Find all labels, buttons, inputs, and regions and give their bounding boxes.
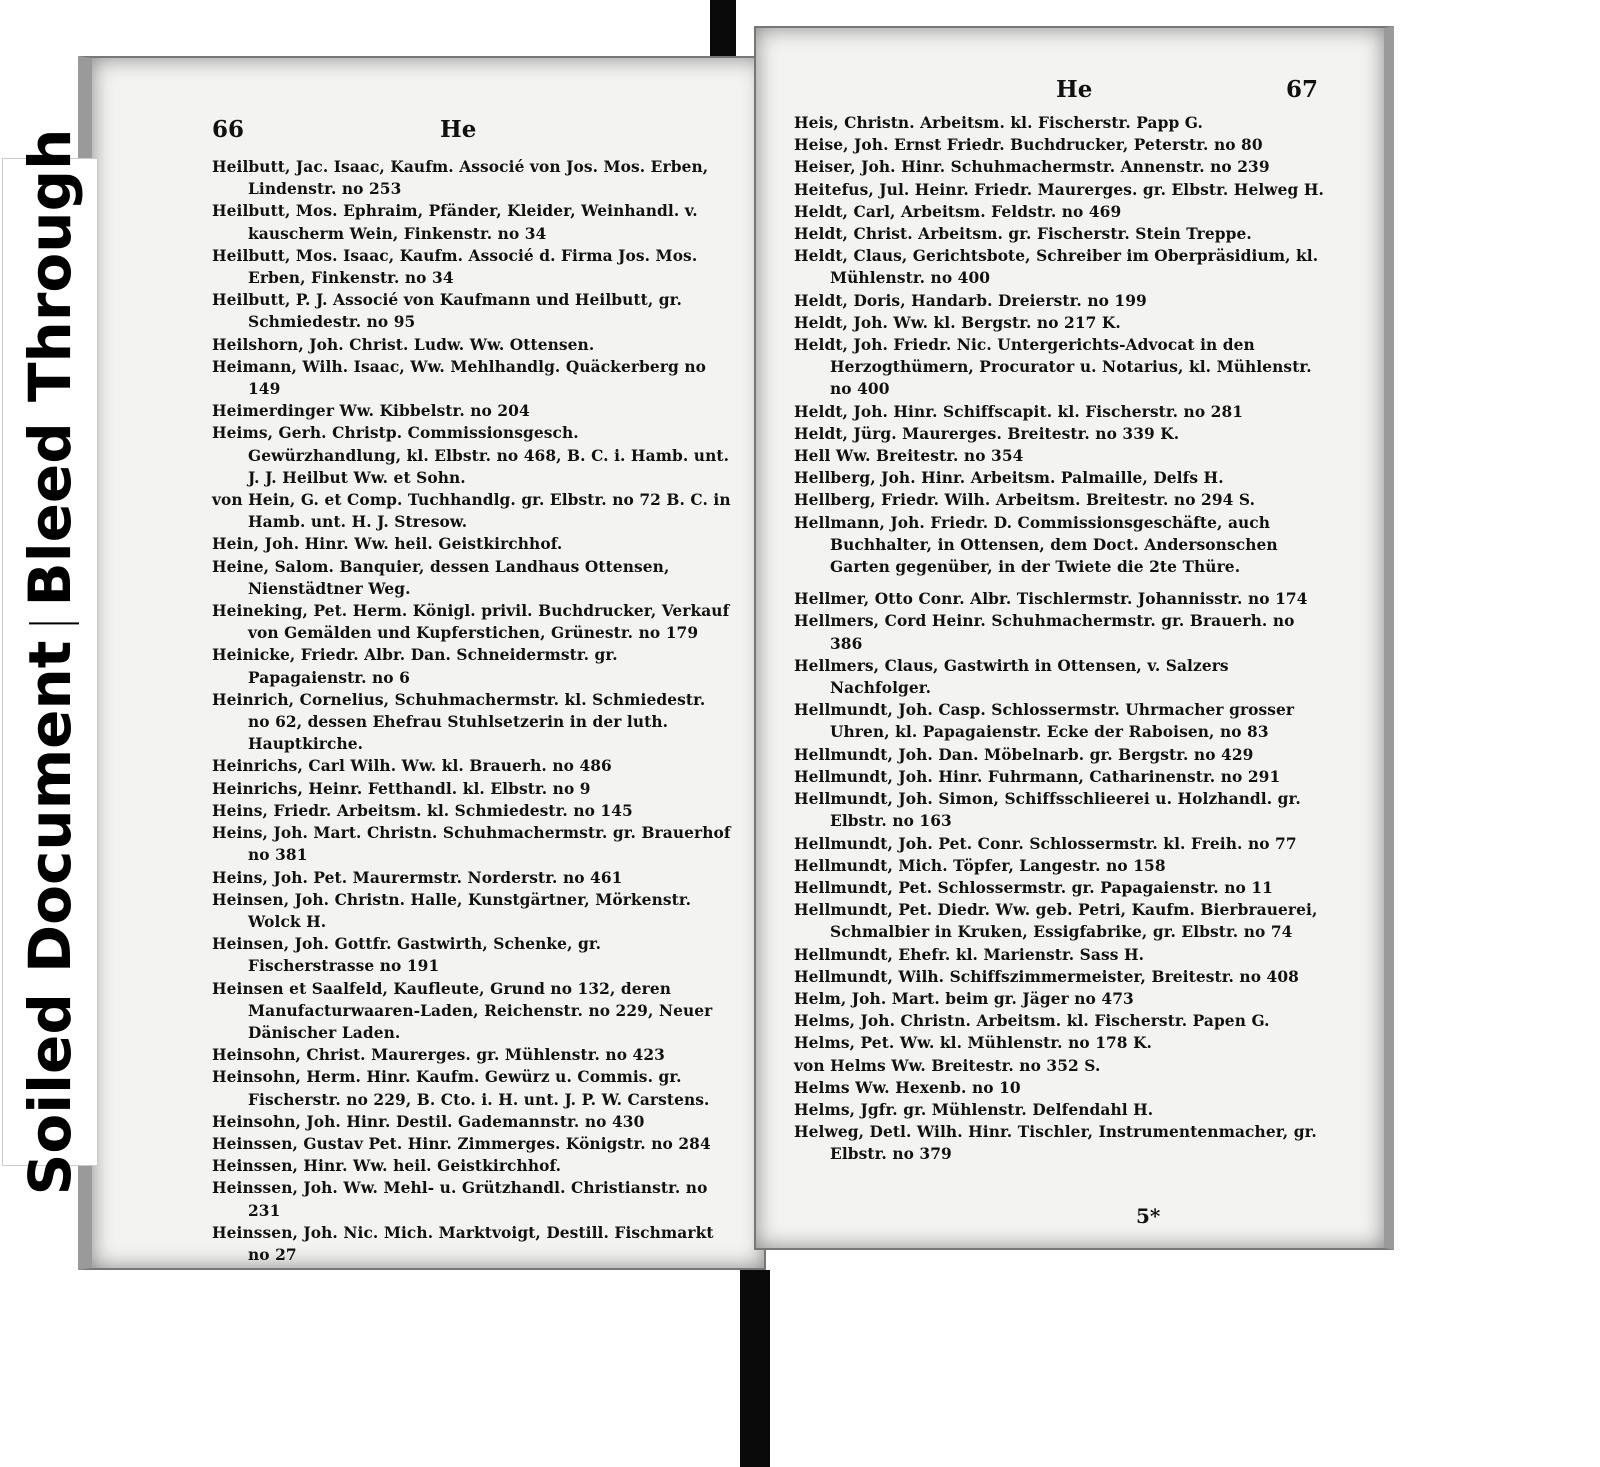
directory-entry: Heilbutt, Mos. Isaac, Kaufm. Associé d. Firma Jos. Mos. Erben, Finkenstr. no 34: [212, 246, 698, 288]
directory-entry: Hellmundt, Joh. Pet. Conr. Schlossermstr. kl. Freih. no 77: [794, 834, 1297, 853]
directory-entry: Hellberg, Friedr. Wilh. Arbeitsm. Breitestr. no 294 S.: [794, 491, 1256, 510]
directory-entry: Heinrich, Cornelius, Schuhmachermstr. kl. Schmiedestr. no 62, dessen Ehefrau Stuhlsetzerin in der luth. Hauptkirche.: [212, 690, 706, 754]
directory-entry: Hellmers, Cord Heinr. Schuhmachermstr. gr. Brauerh. no 386: [794, 612, 1295, 653]
directory-entry: Heinsen et Saalfeld, Kaufleute, Grund no 132, deren Manufacturwaaren-Laden, Reichenstr. no 229, Neuer Dänischer Laden.: [212, 979, 713, 1042]
directory-entry: Heldt, Christ. Arbeitsm. gr. Fischerstr. Stein Treppe.: [794, 225, 1252, 244]
directory-entry: Helweg, Detl. Wilh. Hinr. Tischler, Instrumentenmacher, gr. Elbstr. no 379: [794, 1123, 1317, 1164]
directory-entry: Heinsen, Joh. Christn. Halle, Kunstgärtner, Mörkenstr. Wolck H.: [212, 890, 692, 931]
directory-entry: Heinssen, Gustav Pet. Hinr. Zimmerges. Königstr. no 284: [212, 1134, 711, 1153]
directory-entry: Heldt, Joh. Friedr. Nic. Untergerichts-Advocat in den Herzogthümern, Procurator u. Notarius, kl. Mühlenstr. no 400: [794, 336, 1312, 399]
directory-entry: Hellmann, Joh. Friedr. D. Commissionsgeschäfte, auch Buchhalter, in Ottensen, dem Doct. Andersonschen Garten gegenüber, in der Twiete die 2te Thüre.: [794, 513, 1278, 577]
directory-entry: Heilbutt, Mos. Ephraim, Pfänder, Kleider, Weinhandl. v. kauscherm Wein, Finkenstr. no 34: [212, 202, 698, 243]
directory-entry: Heineking, Pet. Herm. Königl. privil. Buchdrucker, Verkauf von Gemälden und Kupferstichen, Grünestr. no 179: [212, 602, 730, 643]
directory-entry: Heiser, Joh. Hinr. Schuhmachermstr. Annenstr. no 239: [794, 158, 1270, 177]
directory-entry: Hellmundt, Joh. Simon, Schiffsschlieerei u. Holzhandl. gr. Elbstr. no 163: [794, 790, 1301, 831]
directory-entry: von Hein, G. et Comp. Tuchhandlg. gr. Elbstr. no 72 B. C. in Hamb. unt. H. J. Stresow.: [212, 491, 731, 532]
directory-entry: Heinssen, Hinr. Ww. heil. Geistkirchhof.: [212, 1157, 562, 1176]
directory-entry: Heis, Christn. Arbeitsm. kl. Fischerstr. Papp G.: [794, 114, 1203, 132]
condition-tab: [2, 128, 98, 1196]
directory-entry: Heldt, Carl, Arbeitsm. Feldstr. no 469: [794, 202, 1122, 221]
directory-entry: Heilbutt, Jac. Isaac, Kaufm. Associé von Jos. Mos. Erben, Lindenstr. no 253: [212, 158, 709, 199]
page-number-right: 67: [1286, 76, 1319, 103]
directory-entry: Helms, Jgfr. gr. Mühlenstr. Delfendahl H.: [794, 1100, 1154, 1119]
directory-entry: Hellmundt, Ehefr. kl. Marienstr. Sass H.: [794, 945, 1145, 964]
directory-entry: Heinicke, Friedr. Albr. Dan. Schneidermstr. gr. Papagaienstr. no 6: [212, 646, 618, 687]
directory-entry: Hellmundt, Mich. Töpfer, Langestr. no 158: [794, 856, 1166, 875]
directory-entry: Hellmer, Otto Conr. Albr. Tischlermstr. Johannisstr. no 174: [794, 590, 1308, 609]
directory-entry: Heldt, Jürg. Maurerges. Breitestr. no 339 K.: [794, 424, 1180, 443]
directory-entry: Hell Ww. Breitestr. no 354: [794, 447, 1024, 466]
directory-entry: Heimerdinger Ww. Kibbelstr. no 204: [212, 402, 530, 421]
directory-entry: Heldt, Joh. Hinr. Schiffscapit. kl. Fischerstr. no 281: [794, 402, 1244, 421]
directory-entry: Hellberg, Joh. Hinr. Arbeitsm. Palmaille, Delfs H.: [794, 469, 1224, 488]
directory-entry: Helms, Joh. Christn. Arbeitsm. kl. Fischerstr. Papen G.: [794, 1012, 1270, 1031]
directory-entry: Heinsohn, Herm. Hinr. Kaufm. Gewürz u. Commis. gr. Fischerstr. no 229, B. Cto. i. H. unt. J. P. W. Carstens.: [212, 1068, 710, 1109]
directory-entry: Hellmundt, Joh. Dan. Möbelnarb. gr. Bergstr. no 429: [794, 745, 1254, 764]
directory-entry: Heldt, Doris, Handarb. Dreierstr. no 199: [794, 291, 1147, 310]
open-book: [78, 26, 1398, 1296]
running-head-right: He: [1056, 76, 1093, 103]
directory-entry: Heins, Friedr. Arbeitsm. kl. Schmiedestr. no 145: [212, 801, 633, 820]
directory-entry: Heinsohn, Christ. Maurerges. gr. Mühlenstr. no 423: [212, 1046, 665, 1065]
directory-entry: Heinsohn, Joh. Hinr. Destil. Gademannstr. no 430: [212, 1112, 645, 1131]
directory-entry: Heims, Gerh. Christp. Commissionsgesch. Gewürzhandlung, kl. Elbstr. no 468, B. C. i. Hamb. unt. J. J. Heilbut Ww. et Sohn.: [212, 424, 730, 487]
directory-entry: Helms Ww. Hexenb. no 10: [794, 1078, 1021, 1097]
directory-entry: Heinssen, Joh. Ww. Mehl- u. Grützhandl. Christianstr. no 231: [212, 1179, 708, 1220]
directory-entry: Heimann, Wilh. Isaac, Ww. Mehlhandlg. Quäckerberg no 149: [212, 357, 706, 399]
condition-tab-text: [16, 129, 84, 1196]
bleed-through-label: Bleed Through: [16, 128, 84, 607]
soiled-document-label: Soiled Document: [16, 640, 84, 1196]
directory-entry: von Helms Ww. Breitestr. no 352 S.: [794, 1056, 1101, 1075]
directory-entry: Heilshorn, Joh. Christ. Ludw. Ww. Ottensen.: [212, 335, 595, 354]
tab-separator: [29, 623, 79, 625]
directory-entry: Heins, Joh. Mart. Christn. Schuhmachermstr. gr. Brauerhof no 381: [212, 824, 731, 865]
book-spine-bottom: [740, 1270, 770, 1467]
directory-entry: Hellmundt, Pet. Schlossermstr. gr. Papagaienstr. no 11: [794, 878, 1273, 897]
directory-entry: Hellmundt, Pet. Diedr. Ww. geb. Petri, Kaufm. Bierbrauerei, Schmalbier in Kruken, Essigfabrike, gr. Elbstr. no 74: [794, 901, 1318, 942]
directory-entry: Heine, Salom. Banquier, dessen Landhaus Ottensen, Nienstädtner Weg.: [212, 557, 670, 598]
directory-entry: Heinrichs, Carl Wilh. Ww. kl. Brauerh. no 486: [212, 757, 612, 776]
directory-entries-left: [212, 156, 732, 1266]
page-number-left: 66: [212, 116, 245, 143]
running-head-left: He: [440, 116, 477, 143]
directory-entry: Hein, Joh. Hinr. Ww. heil. Geistkirchhof.: [212, 535, 563, 554]
directory-entry: Heinsen, Joh. Gottfr. Gastwirth, Schenke, gr. Fischerstrasse no 191: [212, 935, 602, 976]
directory-entry: Hellmundt, Joh. Hinr. Fuhrmann, Catharinenstr. no 291: [794, 767, 1281, 786]
signature-mark: 5*: [1136, 1204, 1161, 1228]
directory-entry: Heilbutt, P. J. Associé von Kaufmann und Heilbutt, gr. Schmiedestr. no 95: [212, 291, 682, 332]
directory-entry: Helms, Pet. Ww. kl. Mühlenstr. no 178 K.: [794, 1034, 1153, 1053]
directory-entry: Heitefus, Jul. Heinr. Friedr. Maurerges. gr. Elbstr. Helweg H.: [794, 180, 1324, 199]
right-page: [754, 26, 1394, 1250]
directory-entry: Hellmundt, Joh. Casp. Schlossermstr. Uhrmacher grosser Uhren, kl. Papagaienstr. Ecke der Raboisen, no 83: [794, 701, 1295, 742]
left-page: [78, 56, 766, 1270]
directory-entry: Heise, Joh. Ernst Friedr. Buchdrucker, Peterstr. no 80: [794, 136, 1263, 155]
directory-entry: Heldt, Joh. Ww. kl. Bergstr. no 217 K.: [794, 313, 1121, 332]
directory-entries-right: [794, 112, 1324, 1166]
directory-entry: Heinrichs, Heinr. Fetthandl. kl. Elbstr. no 9: [212, 779, 591, 798]
directory-entry: Helm, Joh. Mart. beim gr. Jäger no 473: [794, 989, 1134, 1008]
directory-entry: Heldt, Claus, Gerichtsbote, Schreiber im Oberpräsidium, kl. Mühlenstr. no 400: [794, 247, 1319, 288]
directory-entry: Heinssen, Joh. Nic. Mich. Marktvoigt, Destill. Fischmarkt no 27: [212, 1223, 714, 1264]
directory-entry: Heins, Joh. Pet. Maurermstr. Norderstr. no 461: [212, 868, 623, 887]
directory-entry: Hellmers, Claus, Gastwirth in Ottensen, v. Salzers Nachfolger.: [794, 656, 1229, 698]
directory-entry: Hellmundt, Wilh. Schiffszimmermeister, Breitestr. no 408: [794, 967, 1299, 986]
